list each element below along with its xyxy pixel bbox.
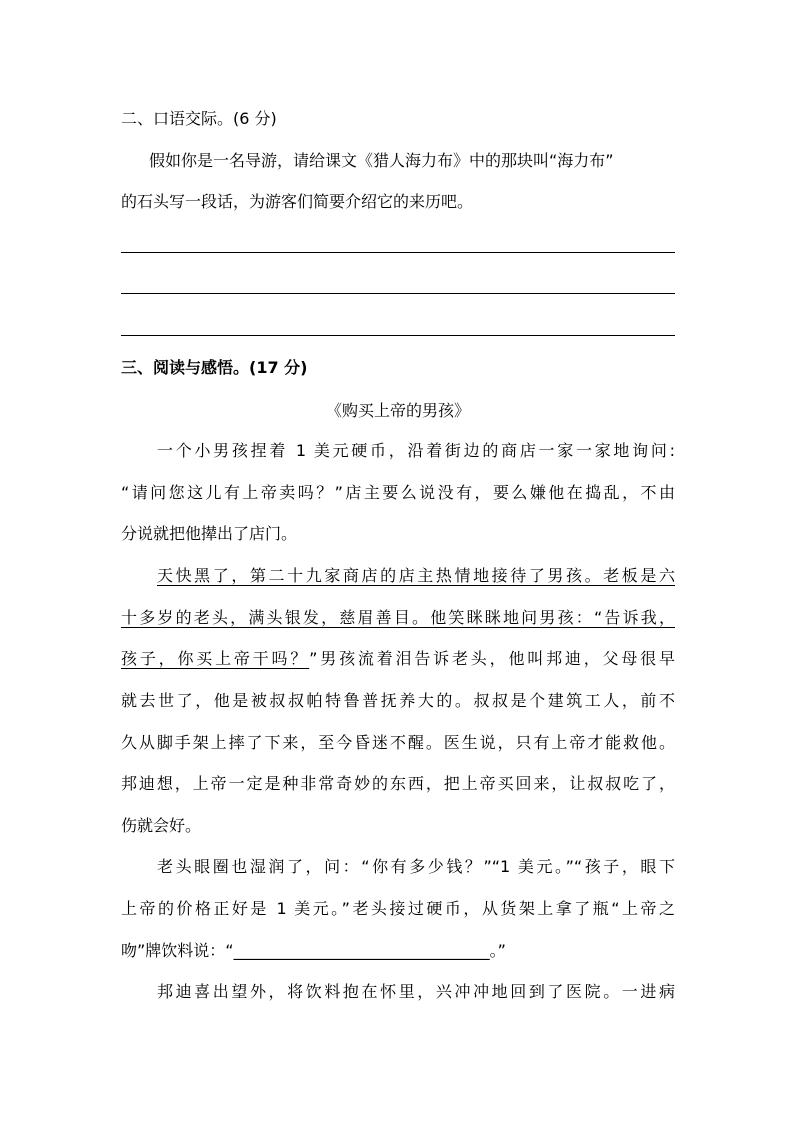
section-2-heading: 二、口语交际。(6 分) [121,109,277,128]
section-2-prompt-line-2: 的石头写一段话，为游客们简要介绍它的来历吧。 [121,192,474,211]
paragraph-2-line-6: 邦迪想，上帝一定是种非常奇妙的东西，把上帝买回来，让叔叔吃了， [121,774,675,793]
answer-line-1[interactable] [121,252,675,253]
section-2-prompt-line-1: 假如你是一名导游，请给课文《猎人海力布》中的那块叫“海力布” [149,151,614,170]
paragraph-1-line-1: 一个小男孩捏着 1 美元硬币，沿着街边的商店一家一家地询问: [157,441,675,460]
paragraph-2-line-3-rest: ”男孩流着泪告诉老头，他叫邦迪，父母很早 [309,649,675,668]
paragraph-2-line-7: 伤就会好。 [121,816,202,835]
paragraph-3-line-1: 老头眼圈也湿润了，问：“你有多少钱？”“1 美元。”“孩子，眼下 [157,857,675,876]
paragraph-2-line-5: 久从脚手架上摔了下来，至今昏迷不醒。医生说，只有上帝才能救他。 [121,733,675,752]
paragraph-1-line-3: 分说就把他撵出了店门。 [121,524,298,543]
underlined-sentence-line-3: 孩子，你买上帝干吗？ [121,649,310,668]
story-title: 《购买上帝的男孩》 [325,401,470,420]
underlined-sentence-line-1: 天快黑了，第二十九家商店的店主热情地接待了男孩。老板是六 [157,566,675,585]
paragraph-4-line-1: 邦迪喜出望外，将饮料抱在怀里，兴冲冲地回到了医院。一进病 [157,982,675,1001]
answer-line-2[interactable] [121,293,675,294]
section-3-heading: 三、阅读与感悟。(17 分) [121,358,308,377]
paragraph-2-line-4: 就去世了，他是被叔叔帕特鲁普抚养大的。叔叔是个建筑工人，前不 [121,691,675,710]
fill-in-blank-line[interactable]: 吻”牌饮料说：“________________________________。” [121,941,506,960]
paragraph-3-line-2: 上帝的价格正好是 1 美元。”老头接过硬币，从货架上拿了瓶“上帝之 [121,899,675,918]
answer-line-3[interactable] [121,335,675,336]
underlined-sentence-line-2: 十多岁的老头，满头银发，慈眉善目。他笑眯眯地问男孩：“告诉我， [121,608,675,627]
paragraph-2-line-3 [121,649,675,669]
paragraph-1-line-2: “请问您这儿有上帝卖吗？”店主要么说没有，要么嫌他在捣乱，不由 [121,483,675,502]
